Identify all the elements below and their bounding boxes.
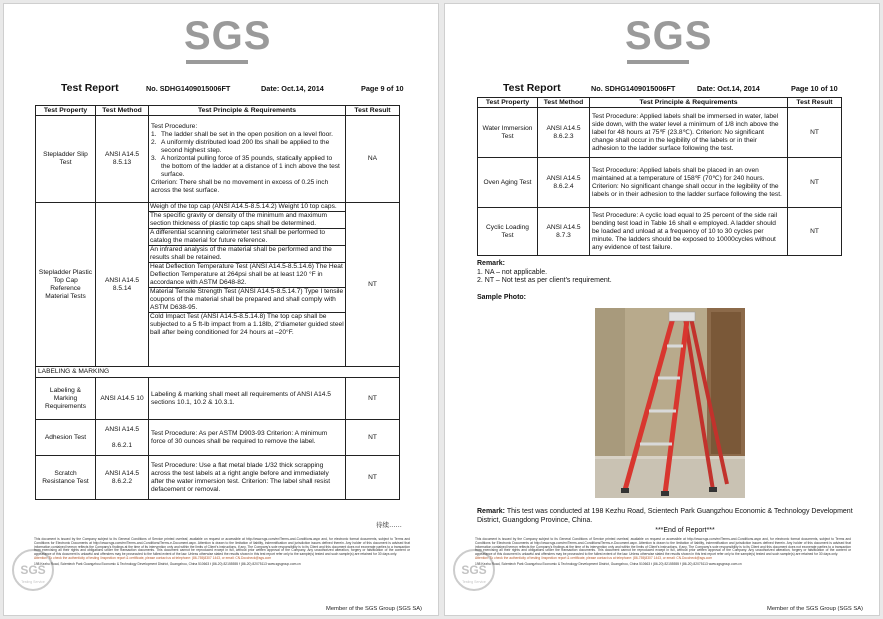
continued-note: 待续……	[376, 522, 402, 529]
table-header-row	[478, 98, 842, 108]
table-row	[478, 208, 842, 256]
test-property: Stepladder Plastic Top Cap Reference Material Tests	[36, 203, 96, 367]
conclusion-text: This test was conducted at 198 Kezhu Road, Scientech Park Guangzhou Economic & Technology Development District, Guangdong Province, China.	[477, 508, 853, 524]
column-header: Test Method	[96, 106, 149, 116]
remark-line: 1. NA – not applicable.	[477, 268, 548, 276]
test-method: ANSI A14.5 8.5.13	[96, 116, 149, 203]
photo-label: Sample Photo:	[477, 294, 527, 301]
report-title: Test Report	[61, 82, 119, 94]
remarks	[477, 260, 612, 286]
report-date: Date: Oct.14, 2014	[697, 84, 760, 93]
test-result: NT	[788, 108, 842, 158]
table-row	[36, 378, 400, 420]
test-principle: Test Procedure: As per ASTM D903-93 Criterion: A minimum force of 30 ounces shall be required to remove the label.	[149, 420, 346, 456]
sgs-seal-icon: SGS Testing Service	[12, 549, 54, 591]
end-of-report: ***End of Report***	[655, 527, 715, 534]
sub-requirement: Material Tensile Strength Test (ANSI A14.5-8.5.14.7) Type I tensile coupons of the material shall be prepared and shall comply with ASTM D638-95.	[150, 288, 344, 311]
test-method: ANSI A14.5 8.6.2.3	[538, 108, 590, 158]
procedure-title: Test Procedure:	[151, 123, 198, 130]
report-date: Date: Oct.14, 2014	[261, 84, 324, 93]
member-note: Member of the SGS Group (SGS SA)	[325, 606, 422, 612]
sub-requirement: An infrared analysis of the material shall be performed and the results shall be retained.	[149, 246, 345, 263]
test-location-remark	[477, 507, 853, 535]
section-label: LABELING & MARKING	[36, 367, 400, 378]
test-table	[35, 105, 400, 500]
test-principle	[149, 116, 346, 203]
test-method: ANSI A14.5 8.6.2.4	[538, 158, 590, 208]
test-property: Adhesion Test	[36, 420, 96, 456]
criterion: Criterion: There shall be no movement in excess of 0.25 inch across the test surface.	[151, 179, 329, 194]
procedure-step: 2. A uniformly distributed load 200 lbs shall be applied to the second highest step.	[151, 139, 330, 154]
table-row	[36, 420, 400, 456]
test-principle: Test Procedure: Applied labels shall be placed in an oven maintained at a temperature of 158℉ (70℃) for 240 hours. Criterion: No significant change shall occur in the legibility of the labels or in their adhesion to the ladder surface following the test.	[590, 158, 788, 208]
ladder-image-icon	[595, 308, 745, 498]
sub-requirement: The specific gravity or density of the minimum and maximum section thickness of plastic top caps shall be determined.	[149, 212, 345, 229]
column-header: Test Method	[538, 98, 590, 108]
report-page-10	[444, 3, 880, 616]
page-number: Page 9 of 10	[361, 84, 404, 93]
column-header: Test Principle & Requirements	[149, 106, 346, 116]
report-number: No. SDHG1409015006FT	[591, 84, 676, 93]
footer-disclaimer: This document is issued by the Company subject to its General Conditions of Service printed overleaf, available on request or accessible at http://www.sgs.com/en/Terms-and-Conditions.aspx and, for electronic format documents, subject to Terms and Conditions for Electronic Documents at http://www.sgs.com/en/Terms-and-Conditions/Terms-e-Document.aspx. Attention is drawn to the limitation of liability, indemnification and jurisdiction issues defined therein. Any holder of this document is advised that information contained hereon reflects the Company's findings at the time of its intervention only and within the limits of Client's instructions, if any. The Company's sole responsibility is to its Client and this document does not exonerate parties to a transaction from exercising all their rights and obligations under the transaction documents. This document cannot be reproduced except in full, without prior written approval of the Company. Any unauthorized alteration, forgery or falsification of the content or appearance of this document is unlawful and offenders may be prosecuted to the fullest extent of the law. Unless otherwise stated the results shown in this test report refer only to the sample(s) tested and such sample(s) are retained for 30 days only. Attention: To check the authenticity of testing /inspection report & certificate, please contact us at telephone: (86-755)8307 1443, or email: CN.Doccheck@sgs.com 198 Kezhu Road, Scientech Park Guangzhou Economic & Technology Development District, Guangzhou, China 510663 t (86-20) 82155555 f (86-20) 82075113 www.sgsgroup.com.cn	[34, 537, 410, 566]
test-method: ANSI A14.5 8.7.3	[538, 208, 590, 256]
remark-line: 2. NT – Not test as per client's requirement.	[477, 277, 612, 284]
conclusion-label: Remark:	[477, 508, 506, 515]
column-header: Test Result	[346, 106, 400, 116]
remark-title: Remark:	[477, 260, 506, 267]
test-table	[477, 97, 842, 256]
sgs-logo: SGS	[184, 14, 272, 58]
test-principle: Labeling & marking shall meet all requirements of ANSI A14.5 sections 10.1, 10.2 & 10.3.1.	[149, 378, 346, 420]
method-clause: 8.6.2.1	[111, 441, 133, 449]
sgs-logo: SGS	[625, 14, 713, 58]
logo-underline	[627, 60, 689, 64]
sub-requirement: A differential scanning calorimeter test shall be performed to catalog the material for future reference.	[149, 229, 345, 246]
column-header: Test Property	[36, 106, 96, 116]
test-property: Oven Aging Test	[478, 158, 538, 208]
test-principle: Test Procedure: Applied labels shall be immersed in water, label side down, with the water level a minimum of 1/8 inch above the label for 48 hours at 75℉ (23.8℃). Criterion: No significant change shall occur in the legibility of the labels or in their adhesion to the ladder surface following the test.	[590, 108, 788, 158]
procedure-step: 1. The ladder shall be set in the open position on a level floor.	[151, 131, 333, 138]
test-property: Water Immersion Test	[478, 108, 538, 158]
test-method: ANSI A14.5 10	[96, 378, 149, 420]
test-result: NA	[346, 116, 400, 203]
test-property: Labeling & Marking Requirements	[36, 378, 96, 420]
test-result: NT	[346, 420, 400, 456]
footer-disclaimer: This document is issued by the Company subject to its General Conditions of Service printed overleaf, available on request or accessible at http://www.sgs.com/en/Terms-and-Conditions.aspx and, for electronic format documents, subject to Terms and Conditions for Electronic Documents at http://www.sgs.com/en/Terms-and-Conditions/Terms-e-Document.aspx. Attention is drawn to the limitation of liability, indemnification and jurisdiction issues defined therein. Any holder of this document is advised that information contained hereon reflects the Company's findings at the time of its intervention only and within the limits of Client's instructions, if any. The Company's sole responsibility is to its Client and this document does not exonerate parties to a transaction from exercising all their rights and obligations under the transaction documents. This document cannot be reproduced except in full, without prior written approval of the Company. Any unauthorized alteration, forgery or falsification of the content or appearance of this document is unlawful and offenders may be prosecuted to the fullest extent of the law. Unless otherwise stated the results shown in this test report refer only to the sample(s) tested and such sample(s) are retained for 30 days only. Attention: To check the authenticity of testing /inspection report & certificate, please contact us at telephone: (86-755)8307 1443, or email: CN.Doccheck@sgs.com 198 Kezhu Road, Scientech Park Guangzhou Economic & Technology Development District, Guangzhou, China 510663 t (86-20) 82155555 f (86-20) 82075113 www.sgsgroup.com.cn	[475, 537, 851, 566]
column-header: Test Property	[478, 98, 538, 108]
test-principle: Test Procedure: A cyclic load equal to 25 percent of the side rail bending test load in Table 16 shall e employed. A ladder should be loaded and unload at a frequency of 10 to 30 cycles per minute. The ladders should be exposed to 10000cycles without any evidence of test failure.	[590, 208, 788, 256]
table-row	[478, 108, 842, 158]
section-row	[36, 367, 400, 378]
column-header: Test Result	[788, 98, 842, 108]
sub-requirement: Heat Deflection Temperature Test (ANSI A14.5-8.5.14.6) The Heat Deflection Temperature at 264psi shall be at least 120 °F in accordance with ASTM D648-82.	[149, 263, 345, 288]
sub-requirement: Cold Impact Test (ANSI A14.5-8.5.14.8) The top cap shall be subjected to a 5 ft-lb impact from a 1.18lb, 2"diameter guided steel ball after being conditioned for 24 hours at –20°F.	[150, 313, 344, 336]
test-principle	[149, 203, 346, 367]
test-method: ANSI A14.5 8.5.14	[96, 203, 149, 367]
test-principle: Test Procedure: Use a flat metal blade 1/32 thick scrapping across the test labels at a right angle before and immediately after the water immersion test. Criterion: The label shall resist defacement or removal.	[149, 456, 346, 500]
report-number: No. SDHG1409015006FT	[146, 84, 231, 93]
page-number: Page 10 of 10	[791, 84, 838, 93]
sgs-seal-icon: SGS Testing Service	[453, 549, 495, 591]
logo-underline	[186, 60, 248, 64]
test-property: Scratch Resistance Test	[36, 456, 96, 500]
test-result: NT	[346, 378, 400, 420]
column-header: Test Principle & Requirements	[590, 98, 788, 108]
report-title: Test Report	[503, 82, 561, 94]
table-row	[478, 158, 842, 208]
report-page-9	[3, 3, 439, 616]
test-result: NT	[788, 158, 842, 208]
test-method: ANSI A14.5 8.6.2.2	[96, 456, 149, 500]
test-result: NT	[346, 203, 400, 367]
table-header-row	[36, 106, 400, 116]
member-note: Member of the SGS Group (SGS SA)	[766, 606, 863, 612]
test-result: NT	[788, 208, 842, 256]
test-method	[96, 420, 149, 456]
sub-requirement: Weigh of the top cap (ANSI A14.5-8.5.14.2) Weight 10 top caps.	[149, 203, 345, 212]
sample-photo	[595, 308, 745, 498]
test-property: Cyclic Loading Test	[478, 208, 538, 256]
test-result: NT	[346, 456, 400, 500]
procedure-step: 3. A horizontal pulling force of 35 pounds, statically applied to the bottom of the ladder at a distance of 1 inch above the test surface.	[151, 155, 340, 178]
test-property: Stepladder Slip Test	[36, 116, 96, 203]
table-row	[36, 116, 400, 203]
table-row	[36, 203, 400, 367]
method-code: ANSI A14.5	[104, 425, 140, 433]
table-row	[36, 456, 400, 500]
